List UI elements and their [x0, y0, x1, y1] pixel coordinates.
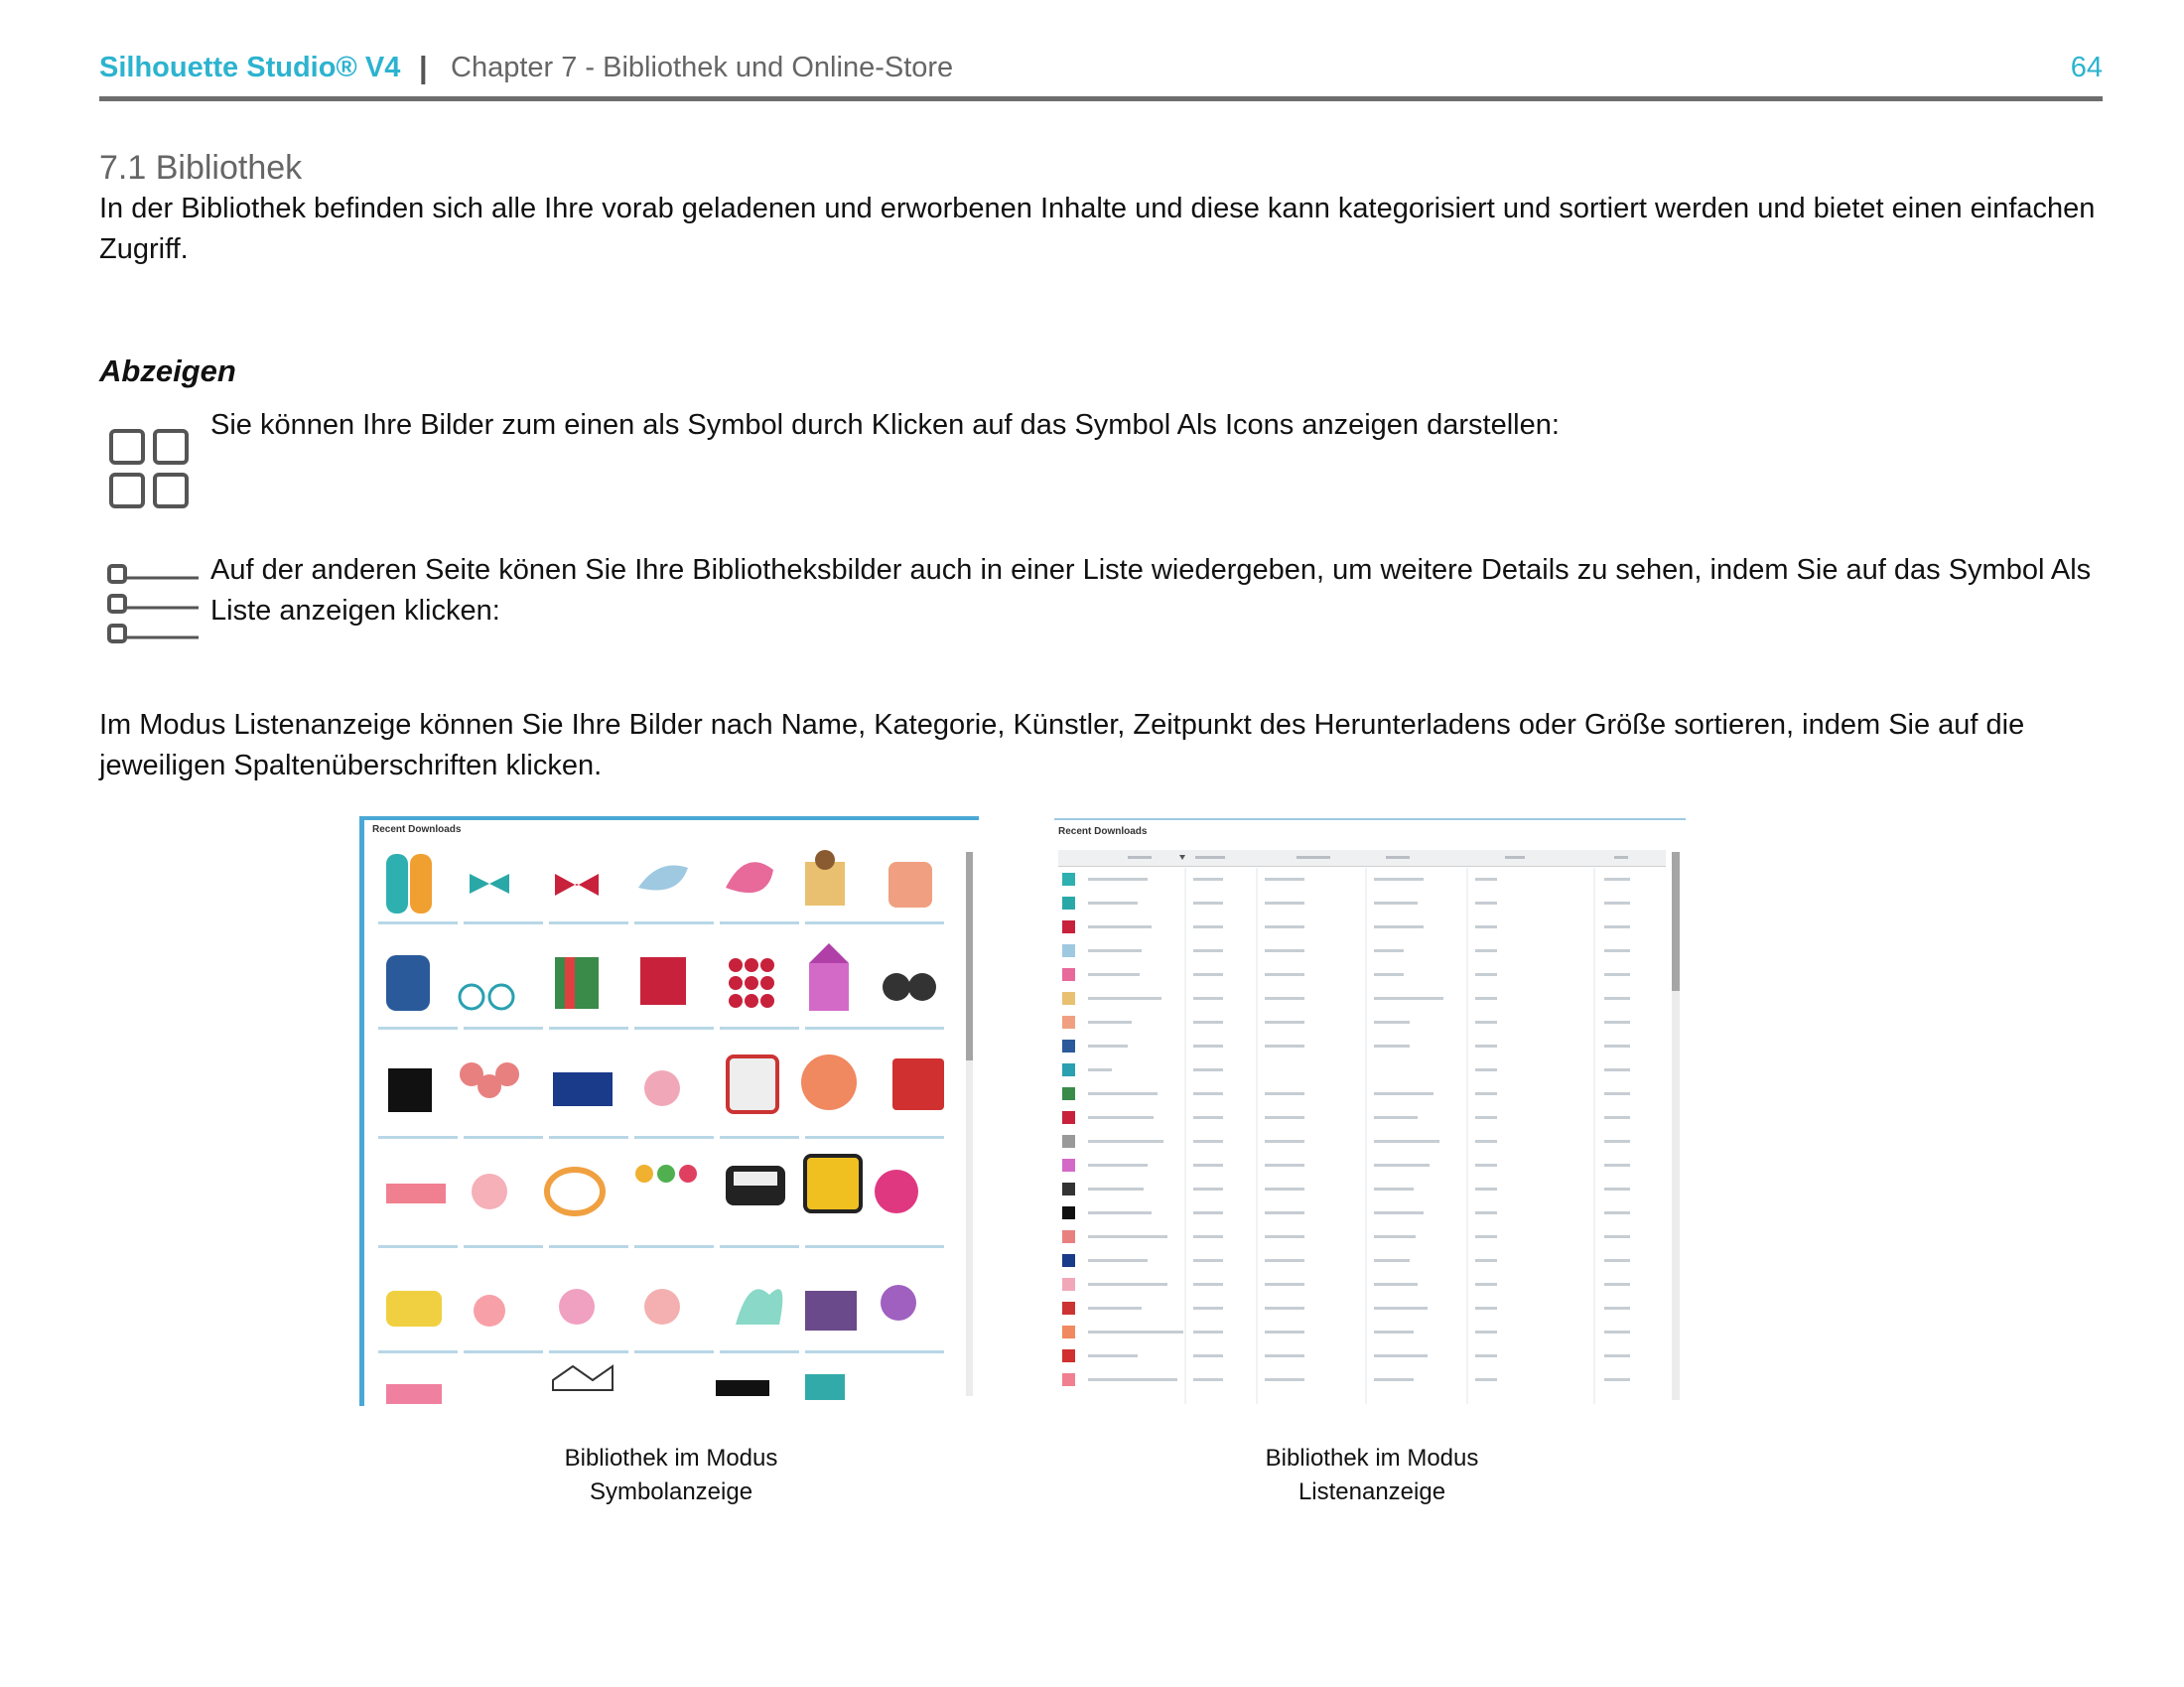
list-mode-caption-line1: Bibliothek im Modus [1265, 1445, 1479, 1472]
icon-mode-caption-line2: Symbolanzeige [589, 1478, 753, 1505]
icon-mode-screenshot [359, 816, 979, 1406]
sort-text: Im Modus Listenanzeige können Sie Ihre Bilder nach Name, Kategorie, Künstler, Zeitpunkt des Herunterladens oder Größe sortieren, indem Sie auf die jeweiligen Spaltenüberschriften klicken. [99, 709, 2025, 781]
icon-mode-thumbnails [378, 848, 954, 1404]
list-view-text: Auf der anderen Seite könen Sie Ihre Bibliotheksbilder auch in einer Liste wiedergeben, um weitere Details zu sehen, indem Sie auf das Symbol Als Liste anzeigen klicken: [210, 554, 2092, 627]
list-mode-screenshot [1054, 818, 1686, 1406]
list-mode-rows [1058, 868, 1666, 1406]
icon-mode-caption [473, 1442, 870, 1509]
icon-mode-scroll-thumb[interactable] [966, 852, 973, 1060]
icon-mode-caption-line1: Bibliothek im Modus [564, 1445, 778, 1472]
list-mode-column-headers[interactable] [1058, 850, 1666, 867]
header-chapter: Chapter 7 - Bibliothek und Online-Store [451, 52, 954, 83]
list-mode-title: Recent Downloads [1058, 826, 1148, 837]
list-mode-caption [1173, 1442, 1570, 1509]
list-mode-scroll-thumb[interactable] [1672, 852, 1680, 991]
display-heading: Abzeigen [99, 353, 236, 388]
grid-view-icon [107, 427, 193, 512]
list-mode-row-marks [1058, 868, 1666, 1404]
page-header [99, 48, 2103, 99]
list-mode-caption-line2: Listenanzeige [1297, 1478, 1446, 1505]
section-title: 7.1 Bibliothek [99, 149, 303, 187]
list-view-icon [105, 562, 201, 647]
header-brand: Silhouette Studio® V4 [99, 52, 401, 83]
header-rule [99, 96, 2103, 101]
header-separator: | [419, 50, 428, 84]
list-mode-header-marks [1058, 850, 1666, 866]
icon-view-text: Sie können Ihre Bilder zum einen als Symbol durch Klicken auf das Symbol Als Icons anzeigen darstellen: [210, 409, 1560, 441]
intro-paragraph: In der Bibliothek befinden sich alle Ihre vorab geladenen und erworbenen Inhalte und diese kann kategorisiert und sortiert werden und bietet einen einfachen Zugriff. [99, 193, 2096, 265]
icon-mode-title: Recent Downloads [372, 824, 462, 835]
page-number: 64 [2070, 52, 2103, 83]
